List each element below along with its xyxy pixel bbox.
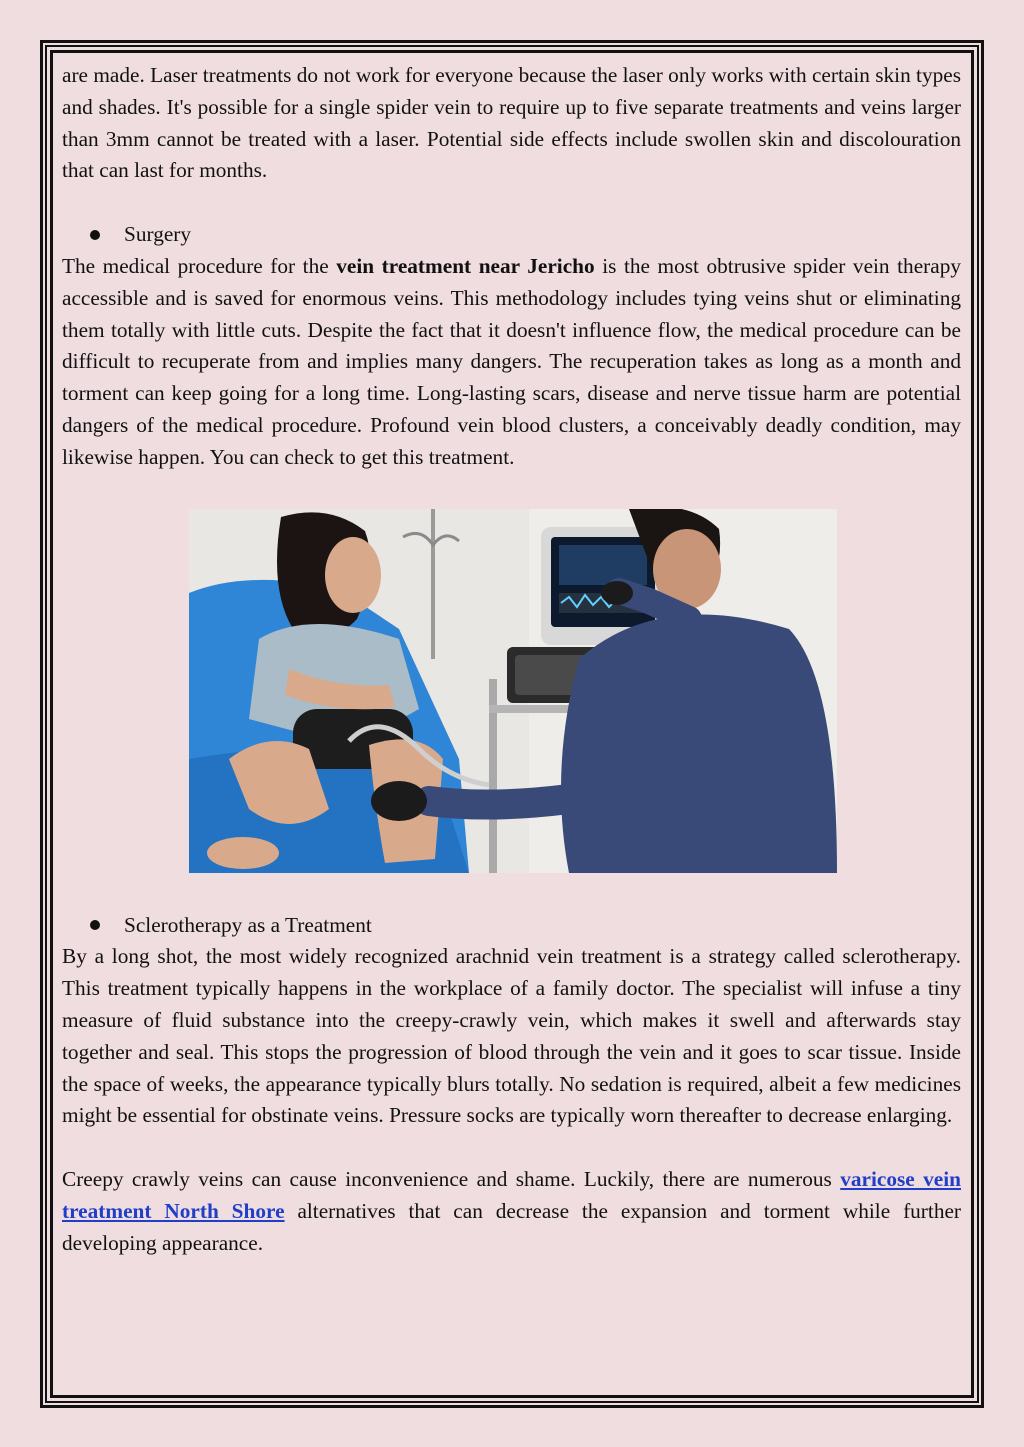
surgery-text-start: The medical procedure for the <box>62 253 337 278</box>
closing-text-end: alternatives that can decrease the expansion and torment while further developing appearance. <box>62 1198 962 1255</box>
bullet-surgery-label: Surgery <box>124 222 192 247</box>
closing-paragraph <box>62 1164 961 1259</box>
varicose-vein-link[interactable]: varicose vein treatment North Shore <box>62 1167 961 1223</box>
bullet-sclerotherapy-label: Sclerotherapy as a Treatment <box>124 912 372 937</box>
bullet-surgery <box>62 219 961 251</box>
bullet-dot-icon <box>90 230 100 240</box>
surgery-paragraph <box>62 251 961 474</box>
ultrasound-scene-image <box>189 509 837 873</box>
treatment-photo <box>189 509 837 873</box>
spacer <box>62 187 961 219</box>
bullet-sclerotherapy <box>62 910 961 942</box>
sclerotherapy-paragraph: By a long shot, the most widely recognized arachnid vein treatment is a strategy called sclerotherapy. This treatment typically happens in the workplace of a family doctor. The specialist will infuse a tiny measure of fluid substance into the creepy-crawly vein, which makes it swell and afterwards stay together and seal. This stops the progression of blood through the vein and it goes to scar tissue. Inside the space of weeks, the appearance typically blurs totally. No sedation is required, albeit a few medicines might be essential for obstinate veins. Pressure socks are typically worn thereafter to decrease enlarging. <box>62 944 961 1128</box>
closing-text-start: Creepy crawly veins can cause inconvenience and shame. Luckily, there are numerous <box>62 1167 841 1192</box>
surgery-text-end: is the most obtrusive spider vein therapy accessible and is saved for enormous veins. This methodology includes tying veins shut or eliminating them totally with little cuts. Despite the fact that it doesn't influence flow, the medical procedure can be difficult to recuperate from and implies many dangers. The recuperation takes as long as a month and torment can keep going for a long time. Long-lasting scars, disease and nerve tissue harm are potential dangers of the medical procedure. Profound vein blood clusters, a conceivably deadly condition, may likewise happen. You can check to get this treatment. <box>62 253 961 469</box>
surgery-keyword: vein treatment near Jericho <box>336 253 595 278</box>
spacer <box>62 1132 961 1164</box>
intro-paragraph: are made. Laser treatments do not work for everyone because the laser only works with certain skin types and shades. It's possible for a single spider vein to require up to five separate treatments and veins larger than 3mm cannot be treated with a laser. Potential side effects include swollen skin and discolouration that can last for months. <box>62 63 961 183</box>
document-body <box>62 60 961 1260</box>
bullet-dot-icon <box>90 920 100 930</box>
